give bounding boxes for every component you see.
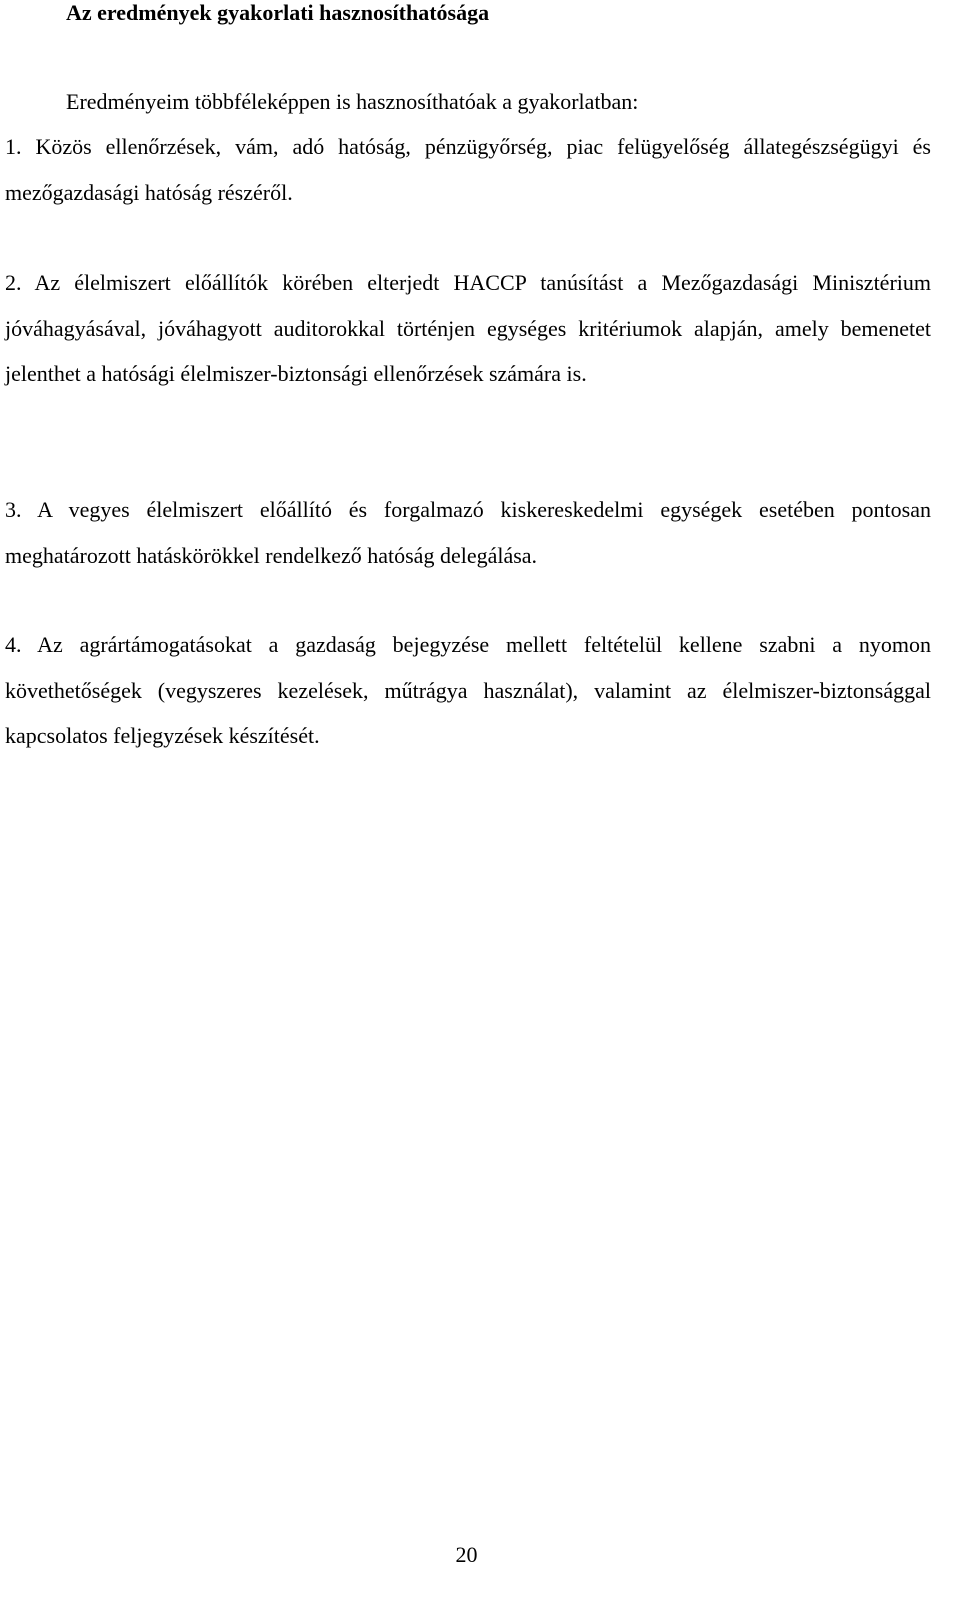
list-item-4: 4. Az agrártámogatásokat a gazdaság bejegyzése mellett feltételül kellene szabni a nyomon követhetőségek (vegyszeres kezelések, műtrágya használat), valamint az élelmiszer-biztonsággal kapcsolatos feljegyzések készítését. (5, 632, 931, 748)
list-item-1: 1. Közös ellenőrzések, vám, adó hatóság, pénzügyőrség, piac felügyelőség állategészségügyi és mezőgazdasági hatóság részéről. (5, 134, 931, 205)
page-number: 20 (455, 1542, 478, 1567)
list-item-2: 2. Az élelmiszert előállítók körében elterjedt HACCP tanúsítást a Mezőgazdasági Minisztérium jóváhagyásával, jóváhagyott auditorokkal történjen egységes kritériumok alapján, amely bemenetet jelenthet a hatósági élelmiszer-biztonsági ellenőrzések számára is. (5, 270, 931, 386)
section-title: Az eredmények gyakorlati hasznosíthatósága (66, 0, 490, 25)
intro-text: Eredményeim többféleképpen is hasznosíthatóak a gyakorlatban: (66, 89, 639, 114)
list-item-3: 3. A vegyes élelmiszert előállító és forgalmazó kiskereskedelmi egységek esetében pontosan meghatározott hatáskörökkel rendelkező hatóság delegálása. (5, 497, 931, 568)
